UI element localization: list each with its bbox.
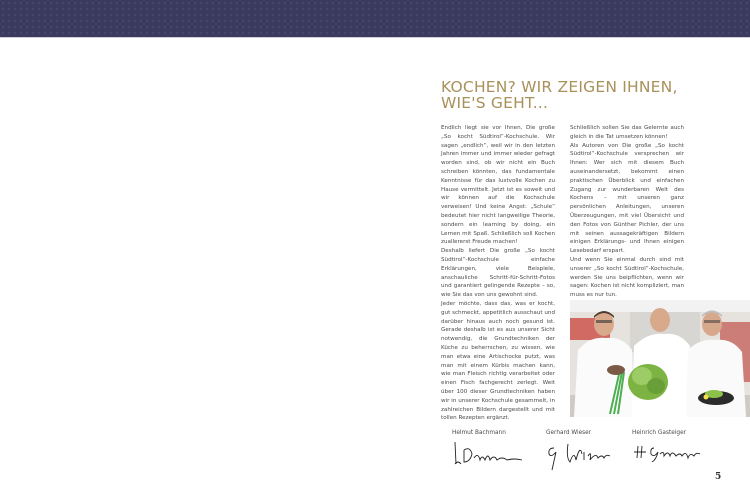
banner-divider: [0, 37, 750, 38]
handwritten-signature-icon: [546, 440, 616, 472]
signature-bachmann: [452, 430, 542, 473]
paragraph: Schließlich sollen Sie das Gelernte auch gleich in die Tat umsetzen können!: [570, 125, 684, 140]
headline-line-2: WIE'S GEHT...: [441, 94, 549, 112]
headline-line-1: KOCHEN? WIR ZEIGEN IHNEN,: [441, 78, 678, 96]
text-column-2: [570, 124, 684, 318]
signature-gasteiger: [632, 430, 722, 467]
signature-name: Helmut Bachmann: [452, 430, 506, 436]
chefs-photo-image: [570, 300, 750, 417]
signature-name: Heinrich Gasteiger: [632, 430, 687, 436]
signature-name: Gerhard Wieser: [546, 430, 592, 436]
text-column-1: [441, 124, 555, 423]
page-headline: [441, 79, 681, 111]
signature-wieser: [546, 430, 636, 477]
paragraph: Und wenn Sie einmal durch sind mit unserer „So kocht Südtirol“-Kochschule, werden Sie uns beipflichten, wenn wir sagen: Kochen ist nicht kompliziert, man muss es nur tun.: [570, 256, 684, 299]
decorative-banner: [0, 0, 750, 37]
page-number: 5: [715, 472, 722, 482]
paragraph: Deshalb liefert Die große „So kocht Südtirol“-Kochschule einfache Erklärungen, viele Beispiele, anschauliche Schritt-für-Schritt-Fotos und garantiert gelingende Rezepte – so, wie Sie das von uns gewohnt sind.: [441, 248, 555, 299]
paragraph: Jeder möchte, dass das, was er kocht, gut schmeckt, appetitlich ausschaut und darüber hinaus auch noch gesund ist. Gerade deshalb ist es aus unserer Sicht notwendig, die Grundtechniken der Küche zu beherrschen, zu wissen, wie man etwa eine Artischocke putzt, was man mit einem Kürbis machen kann, wie man Fleisch richtig verarbeitet oder einen Fisch fachgerecht zerlegt. Weit über 100 dieser Grundtechniken haben wir in unserer Kochschule gesammelt, in zahlreichen Bildern dargestellt und mit tollen Rezepten ergänzt.: [441, 300, 555, 422]
handwritten-signature-icon: [452, 440, 532, 468]
chefs-photo: [570, 300, 750, 417]
handwritten-signature-icon: [632, 440, 702, 462]
paragraph: Endlich liegt sie vor Ihnen, Die große „So kocht Südtirol“-Kochschule. Wir sagen „endlich“, weil wir in den letzten Jahren immer und immer wieder gefragt worden sind, ob wir nicht ein Buch schreiben könnten, das fundamentale Kenntnisse für das lustvolle Kochen zu Hause vermittelt. Jetzt ist es soweit und wir können auf die Kochschule verweisen! Und keine Angst: „Schule“ bedeutet hier nicht langweilige Theorie, sondern ein learning by doing, ein Lernen mit Spaß. Schließlich soll Kochen zuallererst Freude machen!: [441, 125, 555, 246]
paragraph: Als Autoren von Die große „So kocht Südtirol“-Kochschule versprechen wir Ihnen: Wer sich mit diesem Buch auseinandersetzt, bekommt einen praktischen Überblick und einfachen Zugang zur wunderbaren Welt des Kochens – mit unseren ganz persönlichen Anleitungen, unseren Überzeugungen, mit viel Übersicht und den Fotos von Günther Pichler, der uns mit seinen aussagekräftigen Bildern einigen Erklärungs- und Ihnen einigen Lesebedarf erspart.: [570, 142, 684, 255]
